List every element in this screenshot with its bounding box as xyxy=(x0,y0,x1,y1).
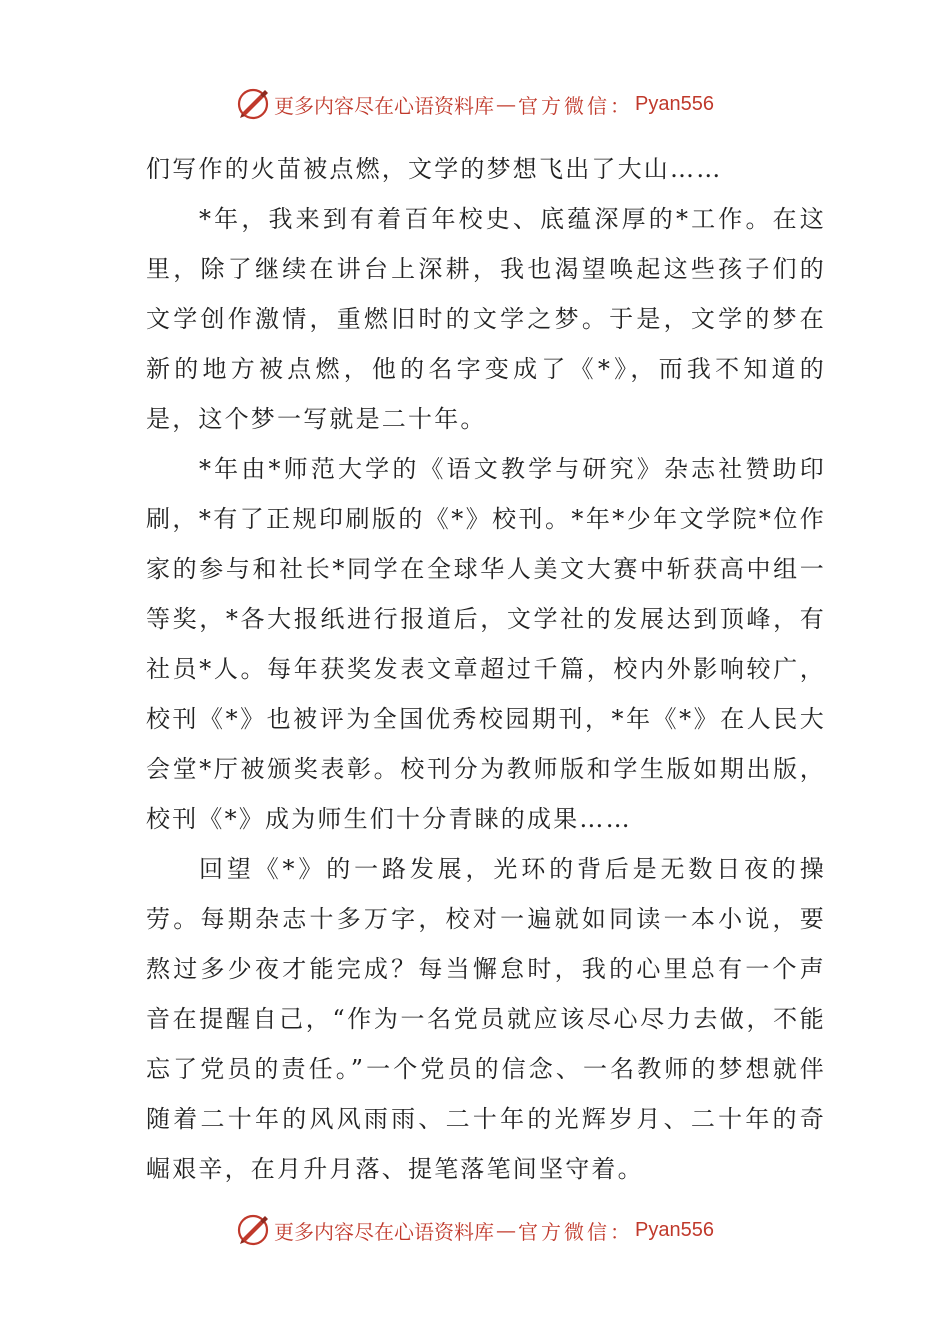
brand-text: 更多内容尽在心语资料库 xyxy=(274,1219,495,1244)
footer-banner xyxy=(0,1210,950,1250)
paragraph-2: *年，我来到有着百年校史、底蕴深厚的*工作。在这里，除了继续在讲台上深耕，我也渴望唤起这些孩子们的文学创作激情，重燃旧时的文学之梦。于是，文学的梦在新的地方被点燃，他的名字变成了《*》，而我不知道的是，这个梦一写就是二十年。 xyxy=(146,205,826,433)
banner-dash: — xyxy=(496,1218,517,1242)
pen-in-circle-icon xyxy=(236,87,270,121)
pen-in-circle-icon xyxy=(236,1213,270,1247)
paragraph-3: *年由*师范大学的《语文教学与研究》杂志社赞助印刷，*有了正规印刷版的《*》校刊。*年*少年文学院*位作家的参与和社长*同学在全球华人美文大赛中斩获高中组一等奖，*各大报纸进行报道后，文学社的发展达到顶峰，有社员*人。每年获奖发表文章超过千篇，校内外影响较广，校刊《*》也被评为全国优秀校园期刊，*年《*》在人民大会堂*厅被颁奖表彰。校刊分为教师版和学生版如期出版，校刊《*》成为师生们十分青睐的成果…… xyxy=(146,455,826,833)
document-body xyxy=(146,144,826,1194)
header-banner xyxy=(0,84,950,124)
wechat-id: Pyan556 xyxy=(635,92,714,115)
brand-text: 更多内容尽在心语资料库 xyxy=(274,93,495,118)
paragraph-1: 们写作的火苗被点燃，文学的梦想飞出了大山…… xyxy=(146,155,723,183)
wechat-id: Pyan556 xyxy=(635,1218,714,1241)
wechat-label: 官方微信： xyxy=(518,1219,634,1244)
banner-dash: — xyxy=(496,92,517,116)
wechat-label: 官方微信： xyxy=(518,93,634,118)
paragraph-4: 回望《*》的一路发展，光环的背后是无数日夜的操劳。每期杂志十多万字，校对一遍就如同读一本小说，要熬过多少夜才能完成？每当懈怠时，我的心里总有一个声音在提醒自己，“作为一名党员就应该尽心尽力去做，不能忘了党员的责任。”一个党员的信念、一名教师的梦想就伴随着二十年的风风雨雨、二十年的光辉岁月、二十年的奇崛艰辛，在月升月落、提笔落笔间坚守着。 xyxy=(146,855,826,1183)
